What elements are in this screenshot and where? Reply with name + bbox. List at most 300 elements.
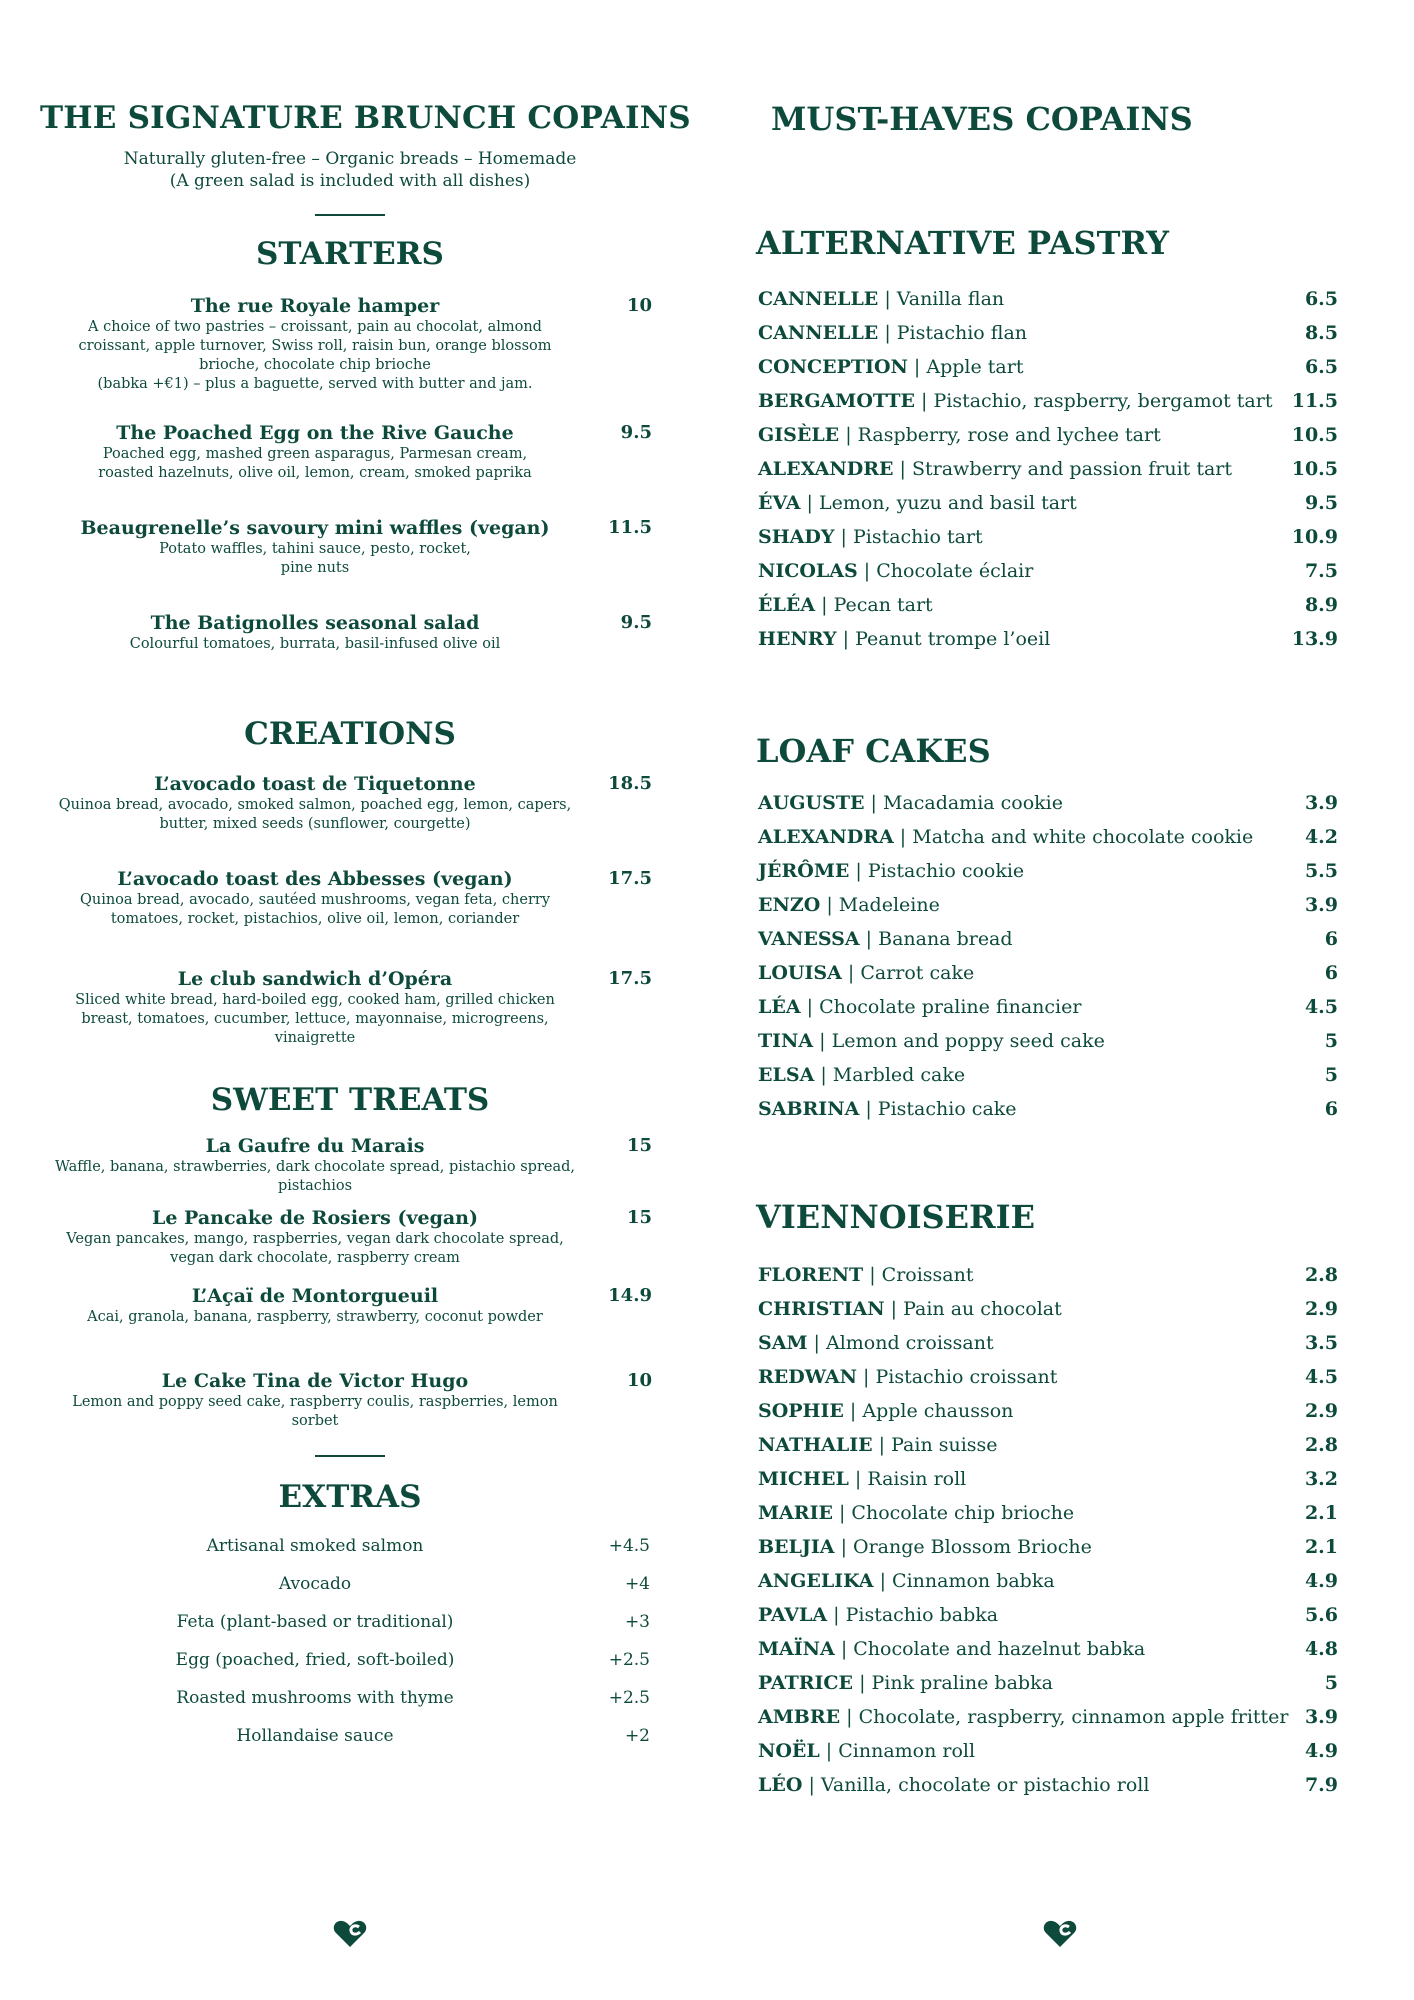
item-price: 11.5 <box>1291 390 1338 412</box>
item-price: 10 <box>626 295 652 316</box>
item-desc: Poached egg, mashed green asparagus, Parmesan cream, <box>102 446 528 462</box>
item-desc: Colourful tomatoes, burrata, basil-infused olive oil <box>129 636 501 652</box>
extras-list <box>40 1527 660 1755</box>
must-haves-title: MUST-HAVES COPAINS <box>771 100 1193 138</box>
item-desc: Quinoa bread, avocado, smoked salmon, poached egg, lemon, capers, <box>58 797 572 813</box>
item-name: LOUISA <box>758 962 842 984</box>
item-name: Le Cake Tina de Victor Hugo <box>161 1370 469 1392</box>
extra-item <box>40 1603 660 1641</box>
separator: | <box>859 1098 878 1120</box>
item-desc: sorbet <box>291 1413 339 1429</box>
item-desc: Almond croissant <box>825 1332 994 1354</box>
menu-item <box>40 967 660 1048</box>
item-desc: A choice of two pastries – croissant, pain au chocolat, almond <box>88 319 542 335</box>
sweet-treats-title: SWEET TREATS <box>210 1082 490 1118</box>
item-desc: Lemon, yuzu and basil tart <box>818 492 1077 514</box>
row-label <box>758 1098 1017 1120</box>
item-price: 9.5 <box>1304 492 1338 514</box>
row-label <box>758 356 1023 378</box>
item-price: 10.9 <box>1291 526 1338 548</box>
item-price: 3.9 <box>1304 894 1338 916</box>
menu-row <box>756 786 1356 820</box>
item-price: 5.6 <box>1304 1604 1338 1626</box>
item-desc: Vegan pancakes, mango, raspberries, vegan dark chocolate spread, <box>66 1231 564 1247</box>
item-desc: croissant, apple turnover, Swiss roll, raisin bun, orange blossom <box>78 338 552 354</box>
item-desc: Raisin roll <box>867 1468 967 1490</box>
brunch-column <box>40 100 691 1755</box>
item-price: 2.8 <box>1304 1434 1338 1456</box>
item-price: 10.5 <box>1291 424 1338 446</box>
item-price: 2.1 <box>1304 1536 1338 1558</box>
loaf-cakes-list <box>756 786 1356 1126</box>
item-price: 2.8 <box>1304 1264 1338 1286</box>
separator: | <box>815 594 834 616</box>
item-name: Beaugrenelle’s savoury mini waffles (vegan) <box>80 517 550 539</box>
item-desc: Sliced white bread, hard-boiled egg, cooked ham, grilled chicken <box>75 992 555 1008</box>
item-name: LÉO <box>758 1774 803 1796</box>
menu-row <box>756 956 1356 990</box>
menu-row <box>756 1530 1356 1564</box>
item-price: 8.5 <box>1304 322 1338 344</box>
item-desc: tomatoes, rocket, pistachios, olive oil, lemon, coriander <box>110 911 520 927</box>
page-title: THE SIGNATURE BRUNCH COPAINS <box>40 100 691 136</box>
item-name: MARIE <box>758 1502 833 1524</box>
separator: | <box>857 560 877 582</box>
row-label <box>758 1536 1092 1558</box>
viennoiserie-list <box>756 1258 1356 1802</box>
row-label <box>758 1434 998 1456</box>
item-name: SAM <box>758 1332 808 1354</box>
extra-price: +2 <box>624 1726 650 1746</box>
alternative-pastry-title: ALTERNATIVE PASTRY <box>756 224 1169 262</box>
item-desc: Croissant <box>881 1264 974 1286</box>
item-desc: Pistachio tart <box>852 526 983 548</box>
item-desc: Apple chausson <box>862 1400 1014 1422</box>
row-label <box>758 288 1004 310</box>
item-name: AMBRE <box>758 1706 841 1728</box>
menu-item <box>40 516 660 578</box>
row-label <box>758 1740 975 1762</box>
menu-row <box>756 1024 1356 1058</box>
heart-c-logo-icon <box>1043 1918 1077 1948</box>
item-desc: vegan dark chocolate, raspberry cream <box>170 1250 460 1266</box>
separator: | <box>827 1604 846 1626</box>
item-name: CHRISTIAN <box>758 1298 885 1320</box>
menu-row <box>756 588 1356 622</box>
row-label <box>758 492 1077 514</box>
menu-row <box>756 384 1356 418</box>
separator: | <box>853 1672 872 1694</box>
item-desc: roasted hazelnuts, olive oil, lemon, cream, smoked paprika <box>98 465 532 481</box>
item-name: GISÈLE <box>758 424 840 446</box>
item-name: TINA <box>758 1030 814 1052</box>
item-price: 4.5 <box>1304 1366 1338 1388</box>
item-price: 13.9 <box>1291 628 1338 650</box>
extra-name: Roasted mushrooms with thyme <box>176 1688 454 1708</box>
row-label <box>758 1672 1053 1694</box>
row-label <box>758 1064 965 1086</box>
separator: | <box>859 928 879 950</box>
item-desc: Cinnamon babka <box>892 1570 1055 1592</box>
separator: | <box>849 860 868 882</box>
item-price: 5 <box>1324 1672 1338 1694</box>
row-label <box>758 860 1024 882</box>
item-desc: Matcha and white chocolate cookie <box>912 826 1254 848</box>
item-price: 11.5 <box>608 517 652 538</box>
item-desc: Raspberry, rose and lychee tart <box>857 424 1161 446</box>
divider <box>315 1455 385 1457</box>
item-desc: Peanut trompe l’oeil <box>855 628 1051 650</box>
item-price: 6.5 <box>1304 356 1338 378</box>
extra-price: +2.5 <box>608 1650 650 1670</box>
row-label <box>758 628 1050 650</box>
row-label <box>758 526 983 548</box>
row-label <box>758 962 974 984</box>
item-name: SHADY <box>758 526 835 548</box>
item-desc: vinaigrette <box>274 1030 356 1046</box>
item-name: VANESSA <box>758 928 860 950</box>
row-label <box>758 1570 1055 1592</box>
row-label <box>758 1298 1062 1320</box>
item-name: SOPHIE <box>758 1400 844 1422</box>
item-name: Le Pancake de Rosiers (vegan) <box>151 1207 478 1229</box>
menu-row <box>756 554 1356 588</box>
separator: | <box>843 1400 863 1422</box>
row-label <box>758 792 1063 814</box>
separator: | <box>800 492 819 514</box>
creations-title: CREATIONS <box>244 716 456 752</box>
item-name: ENZO <box>758 894 821 916</box>
item-name: MICHEL <box>758 1468 849 1490</box>
item-desc: Macadamia cookie <box>882 792 1063 814</box>
item-desc: pistachios <box>277 1178 353 1194</box>
row-label <box>758 894 940 916</box>
extra-name: Feta (plant-based or traditional) <box>176 1612 454 1632</box>
item-name: The rue Royale hamper <box>190 295 440 317</box>
item-desc: Chocolate, raspberry, cinnamon apple fritter <box>858 1706 1289 1728</box>
separator: | <box>864 792 883 814</box>
menu-row <box>756 1700 1356 1734</box>
item-desc: Vanilla, chocolate or pistachio roll <box>820 1774 1150 1796</box>
item-name: NOËL <box>758 1740 820 1762</box>
row-label <box>758 1332 994 1354</box>
heart-c-logo-icon <box>333 1918 367 1948</box>
item-name: HENRY <box>758 628 837 650</box>
item-desc: Quinoa bread, avocado, sautéed mushrooms, vegan feta, cherry <box>79 892 551 908</box>
separator: | <box>848 1468 868 1490</box>
separator: | <box>914 390 934 412</box>
loaf-cakes-title: LOAF CAKES <box>756 732 991 770</box>
item-name: La Gaufre du Marais <box>205 1135 425 1157</box>
separator: | <box>872 1434 892 1456</box>
item-desc: Chocolate and hazelnut babka <box>853 1638 1146 1660</box>
separator: | <box>820 894 839 916</box>
extra-name: Egg (poached, fried, soft-boiled) <box>175 1650 455 1670</box>
item-name: LÉA <box>758 996 801 1018</box>
menu-row <box>756 1360 1356 1394</box>
separator: | <box>807 1332 826 1354</box>
row-label <box>758 1468 966 1490</box>
menu-item <box>40 1206 660 1268</box>
item-name: REDWAN <box>758 1366 857 1388</box>
extra-name: Avocado <box>278 1574 352 1594</box>
item-name: FLORENT <box>758 1264 864 1286</box>
menu-row <box>756 486 1356 520</box>
menu-subtitle <box>40 148 660 192</box>
item-price: 5 <box>1324 1064 1338 1086</box>
extra-item <box>40 1679 660 1717</box>
separator: | <box>878 322 897 344</box>
separator: | <box>840 1706 859 1728</box>
separator: | <box>819 1740 839 1762</box>
extra-price: +4.5 <box>608 1536 650 1556</box>
menu-row <box>756 418 1356 452</box>
item-name: BELJIA <box>758 1536 835 1558</box>
item-name: CANNELLE <box>758 288 879 310</box>
item-price: 7.9 <box>1304 1774 1338 1796</box>
item-price: 10 <box>626 1370 652 1391</box>
menu-row <box>756 282 1356 316</box>
menu-item <box>40 867 660 929</box>
item-name: PATRICE <box>758 1672 854 1694</box>
subtitle-line-1: Naturally gluten-free – Organic breads – Homemade <box>123 149 577 169</box>
item-desc: Pistachio, raspberry, bergamot tart <box>933 390 1273 412</box>
item-name: NICOLAS <box>758 560 858 582</box>
menu-row <box>756 622 1356 656</box>
item-price: 4.2 <box>1304 826 1338 848</box>
item-name: SABRINA <box>758 1098 860 1120</box>
item-price: 4.8 <box>1304 1638 1338 1660</box>
menu-row <box>756 888 1356 922</box>
item-price: 5 <box>1324 1030 1338 1052</box>
separator: | <box>893 826 913 848</box>
sweet-treats-list <box>40 1134 660 1431</box>
extras-title: EXTRAS <box>278 1479 422 1515</box>
extra-item <box>40 1717 660 1755</box>
item-price: 6 <box>1324 928 1338 950</box>
item-price: 17.5 <box>608 868 652 889</box>
separator: | <box>813 1030 832 1052</box>
extra-name: Artisanal smoked salmon <box>206 1536 424 1556</box>
item-price: 14.9 <box>608 1285 652 1306</box>
item-desc: Madeleine <box>838 894 940 916</box>
item-name: ANGELIKA <box>758 1570 874 1592</box>
item-name: L’avocado toast des Abbesses (vegan) <box>117 868 513 890</box>
item-desc: Pistachio cookie <box>867 860 1025 882</box>
menu-row <box>756 1428 1356 1462</box>
item-desc: (babka +€1) – plus a baguette, served with butter and jam. <box>97 376 533 392</box>
menu-item <box>40 1369 660 1431</box>
menu-item <box>40 1284 660 1327</box>
separator: | <box>834 526 853 548</box>
menu-row <box>756 1768 1356 1802</box>
item-price: 17.5 <box>608 968 652 989</box>
separator: | <box>863 1264 882 1286</box>
item-desc: Carrot cake <box>860 962 975 984</box>
menu-item <box>40 421 660 483</box>
row-label <box>758 996 1081 1018</box>
row-label <box>758 826 1253 848</box>
row-label <box>758 322 1027 344</box>
row-label <box>758 1638 1145 1660</box>
row-label <box>758 390 1272 412</box>
menu-row <box>756 1632 1356 1666</box>
item-desc: Strawberry and passion fruit tart <box>912 458 1233 480</box>
item-price: 4.5 <box>1304 996 1338 1018</box>
row-label <box>758 424 1161 446</box>
extra-price: +4 <box>624 1574 650 1594</box>
row-label <box>758 1604 998 1626</box>
item-price: 6 <box>1324 962 1338 984</box>
item-price: 9.5 <box>620 422 652 443</box>
item-desc: Orange Blossom Brioche <box>853 1536 1092 1558</box>
item-desc: Banana bread <box>878 928 1013 950</box>
separator: | <box>893 458 912 480</box>
menu-row <box>756 1292 1356 1326</box>
separator: | <box>832 1502 852 1524</box>
menu-row <box>756 316 1356 350</box>
extra-item <box>40 1565 660 1603</box>
row-label <box>758 1030 1105 1052</box>
item-price: 3.9 <box>1304 792 1338 814</box>
item-price: 7.5 <box>1304 560 1338 582</box>
item-desc: Cinnamon roll <box>838 1740 976 1762</box>
row-label <box>758 594 933 616</box>
menu-row <box>756 1496 1356 1530</box>
separator: | <box>873 1570 893 1592</box>
row-label <box>758 1366 1057 1388</box>
item-name: ELSA <box>758 1064 815 1086</box>
item-price: 6 <box>1324 1098 1338 1120</box>
item-desc: Pistachio flan <box>896 322 1028 344</box>
item-price: 4.9 <box>1304 1570 1338 1592</box>
menu-row <box>756 1462 1356 1496</box>
item-desc: pine nuts <box>280 560 350 576</box>
row-label <box>758 1774 1149 1796</box>
item-desc: Lemon and poppy seed cake <box>831 1030 1105 1052</box>
item-desc: Pistachio babka <box>845 1604 999 1626</box>
separator: | <box>800 996 820 1018</box>
item-price: 3.5 <box>1304 1332 1338 1354</box>
item-desc: Chocolate praline financier <box>819 996 1082 1018</box>
item-desc: Apple tart <box>926 356 1024 378</box>
extra-item <box>40 1527 660 1565</box>
separator: | <box>802 1774 821 1796</box>
item-desc: butter, mixed seeds (sunflower, courgette) <box>159 816 471 832</box>
menu-row <box>756 520 1356 554</box>
item-desc: Pink praline babka <box>871 1672 1053 1694</box>
item-desc: Pain au chocolat <box>903 1298 1062 1320</box>
item-price: 18.5 <box>608 773 652 794</box>
item-desc: Potato waffles, tahini sauce, pesto, rocket, <box>159 541 471 557</box>
item-desc: Pecan tart <box>833 594 933 616</box>
menu-row <box>756 1394 1356 1428</box>
separator: | <box>841 962 861 984</box>
item-desc: Waffle, banana, strawberries, dark chocolate spread, pistachio spread, <box>54 1159 575 1175</box>
menu-row <box>756 1734 1356 1768</box>
item-name: CANNELLE <box>758 322 879 344</box>
item-name: NATHALIE <box>758 1434 873 1456</box>
item-desc: Pain suisse <box>891 1434 998 1456</box>
menu-row <box>756 1564 1356 1598</box>
row-label <box>758 560 1033 582</box>
menu-item <box>40 294 660 394</box>
divider <box>315 214 385 216</box>
item-name: AUGUSTE <box>758 792 865 814</box>
item-price: 9.5 <box>620 612 652 633</box>
menu-row <box>756 990 1356 1024</box>
item-name: ALEXANDRE <box>758 458 894 480</box>
separator: | <box>836 628 856 650</box>
item-name: L’avocado toast de Tiquetonne <box>154 773 476 795</box>
menu-row <box>756 922 1356 956</box>
separator: | <box>814 1064 833 1086</box>
item-desc: Chocolate chip brioche <box>851 1502 1075 1524</box>
item-name: ÉVA <box>758 492 801 514</box>
menu-row <box>756 1092 1356 1126</box>
menu-item <box>40 772 660 834</box>
extra-price: +2.5 <box>608 1688 650 1708</box>
menu-row <box>756 1058 1356 1092</box>
extra-name: Hollandaise sauce <box>236 1726 394 1746</box>
item-price: 2.9 <box>1304 1400 1338 1422</box>
item-name: PAVLA <box>758 1604 828 1626</box>
item-desc: Pistachio croissant <box>875 1366 1058 1388</box>
viennoiserie-title: VIENNOISERIE <box>756 1198 1035 1236</box>
item-name: CONCEPTION <box>758 356 908 378</box>
separator: | <box>856 1366 876 1388</box>
item-name: BERGAMOTTE <box>758 390 915 412</box>
starters-list <box>40 294 660 654</box>
row-label <box>758 928 1013 950</box>
alternative-pastry-list <box>756 282 1356 656</box>
item-desc: Marbled cake <box>832 1064 966 1086</box>
item-name: ALEXANDRA <box>758 826 894 848</box>
row-label <box>758 1502 1074 1524</box>
menu-row <box>756 1326 1356 1360</box>
row-label <box>758 458 1232 480</box>
row-label <box>758 1706 1289 1728</box>
item-desc: breast, tomatoes, cucumber, lettuce, mayonnaise, microgreens, <box>81 1011 549 1027</box>
creations-list <box>40 772 660 1048</box>
item-price: 8.9 <box>1304 594 1338 616</box>
starters-title: STARTERS <box>256 236 444 272</box>
row-label <box>758 1264 974 1286</box>
item-price: 4.9 <box>1304 1740 1338 1762</box>
item-name: Le club sandwich d’Opéra <box>177 968 453 990</box>
extra-item <box>40 1641 660 1679</box>
item-name: MAÏNA <box>758 1638 835 1660</box>
item-name: L’Açaï de Montorgueuil <box>191 1285 439 1307</box>
item-name: ÉLÉA <box>758 594 816 616</box>
item-desc: brioche, chocolate chip brioche <box>199 357 431 373</box>
separator: | <box>884 1298 904 1320</box>
extra-price: +3 <box>624 1612 650 1632</box>
item-desc: Chocolate éclair <box>876 560 1034 582</box>
item-price: 15 <box>626 1207 652 1228</box>
item-price: 10.5 <box>1291 458 1338 480</box>
menu-row <box>756 1598 1356 1632</box>
separator: | <box>878 288 897 310</box>
item-price: 3.9 <box>1304 1706 1338 1728</box>
item-name: The Batignolles seasonal salad <box>150 612 480 634</box>
item-price: 2.1 <box>1304 1502 1338 1524</box>
item-desc: Acai, granola, banana, raspberry, strawberry, coconut powder <box>87 1309 543 1325</box>
item-name: The Poached Egg on the Rive Gauche <box>116 422 514 444</box>
separator: | <box>907 356 927 378</box>
menu-row <box>756 1666 1356 1700</box>
menu-row <box>756 452 1356 486</box>
